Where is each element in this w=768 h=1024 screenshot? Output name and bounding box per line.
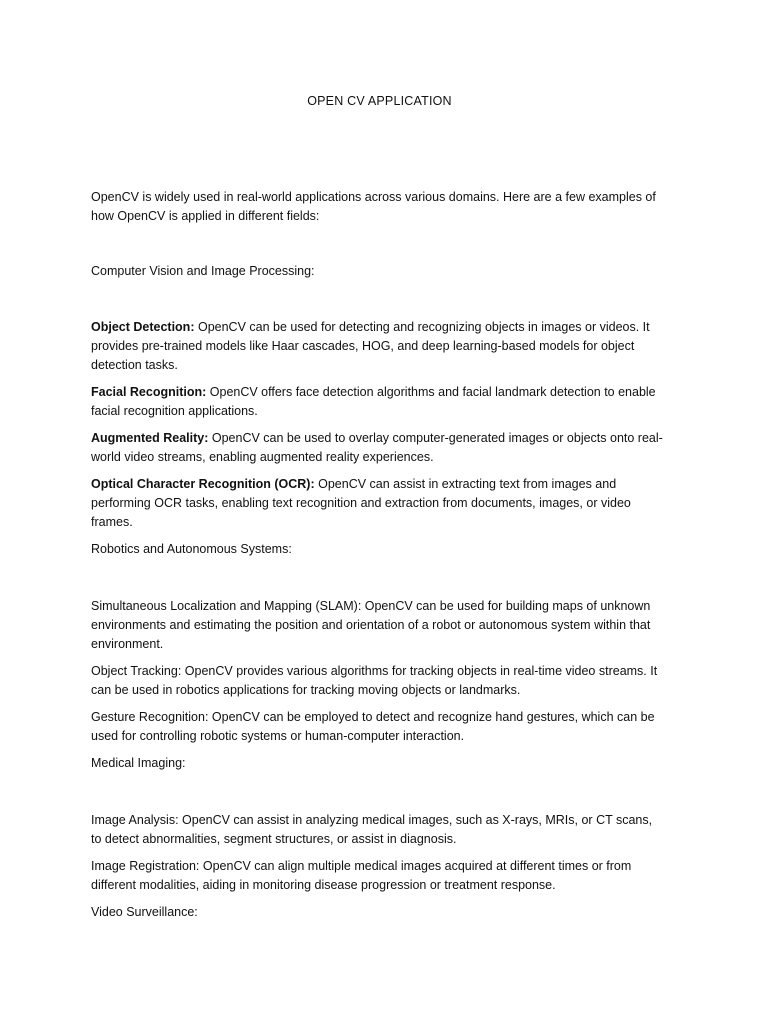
- item-text: OpenCV offers face detection algorithms and facial landmark detection to enable facial recognition applications.: [91, 385, 656, 418]
- item-text: OpenCV can assist in extracting text from images and performing OCR tasks, enabling text recognition and extraction from documents, images, or video frames.: [91, 477, 631, 529]
- list-item: Simultaneous Localization and Mapping (SLAM): OpenCV can be used for building maps of unknown environments and estimating the position and orientation of a robot or autonomous system within that environment.: [91, 599, 651, 651]
- intro-paragraph: OpenCV is widely used in real-world applications across various domains. Here are a few examples of how OpenCV is applied in different fields:: [91, 190, 656, 223]
- list-item: Image Analysis: OpenCV can assist in analyzing medical images, such as X-rays, MRIs, or CT scans, to detect abnormalities, segment structures, or assist in diagnosis.: [91, 813, 653, 846]
- document-title: OPEN CV APPLICATION: [307, 94, 452, 108]
- section-heading-computer-vision: Computer Vision and Image Processing:: [91, 264, 315, 278]
- list-item: [91, 429, 664, 467]
- list-item: Object Tracking: OpenCV provides various algorithms for tracking objects in real-time video streams. It can be used in robotics applications for tracking moving objects or landmarks.: [91, 664, 658, 697]
- section-heading-medical: Medical Imaging:: [91, 756, 186, 770]
- item-term: Optical Character Recognition (OCR):: [91, 477, 315, 491]
- section-heading-robotics: Robotics and Autonomous Systems:: [91, 542, 292, 556]
- list-item: Image Registration: OpenCV can align multiple medical images acquired at different times or from different modalities, aiding in monitoring disease progression or treatment response.: [91, 859, 632, 892]
- item-text: OpenCV can be used for detecting and recognizing objects in images or videos. It provides pre-trained models like Haar cascades, HOG, and deep learning-based models for object detection tasks.: [91, 320, 650, 372]
- list-item: [91, 383, 664, 421]
- list-item: [91, 318, 664, 375]
- item-text: OpenCV can be used to overlay computer-generated images or objects onto real-world video streams, enabling augmented reality experiences.: [91, 431, 663, 464]
- list-item: Gesture Recognition: OpenCV can be employed to detect and recognize hand gestures, which can be used for controlling robotic systems or human-computer interaction.: [91, 710, 655, 743]
- item-term: Object Detection:: [91, 320, 195, 334]
- item-term: Augmented Reality:: [91, 431, 209, 445]
- item-term: Facial Recognition:: [91, 385, 207, 399]
- section-heading-surveillance: Video Surveillance:: [91, 905, 198, 919]
- list-item: [91, 475, 664, 532]
